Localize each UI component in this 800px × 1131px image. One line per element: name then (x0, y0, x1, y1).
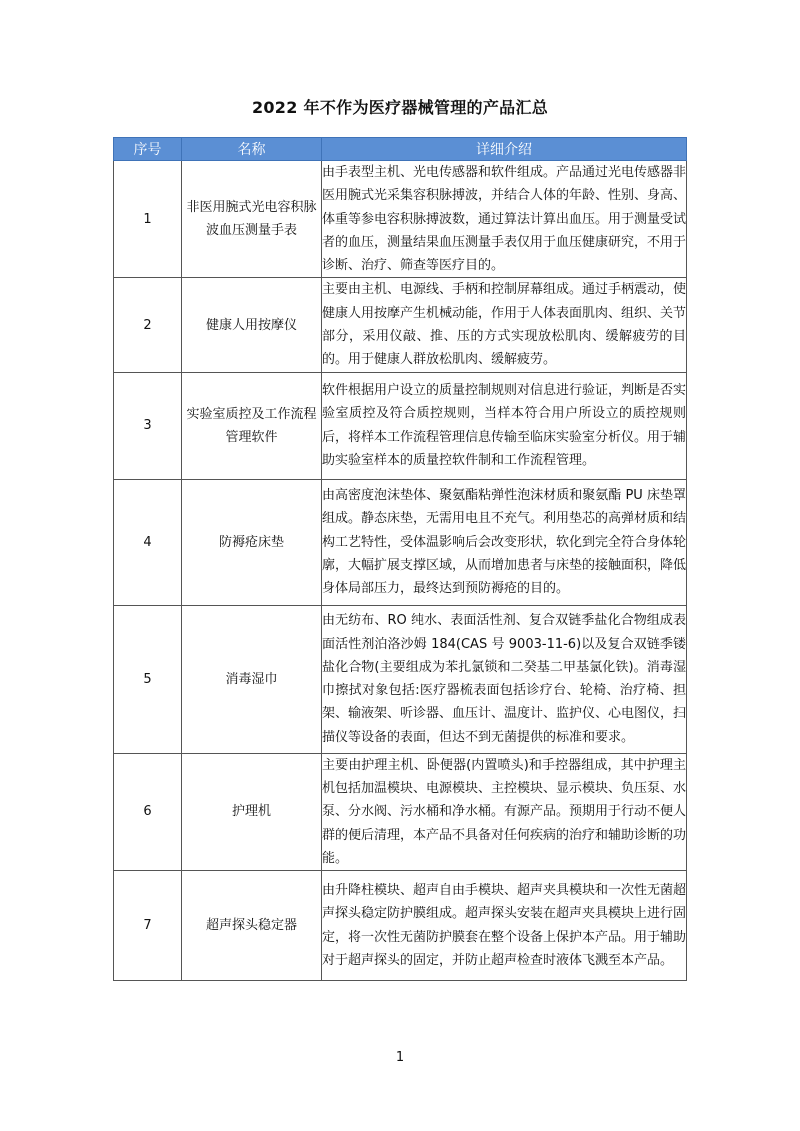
row-detail: 由无纺布、RO 纯水、表面活性剂、复合双链季盐化合物组成表面活性剂泊洛沙姆 184(CAS 号 9003-11-6)以及复合双链季镂盐化合物(主要组成为苯扎氯锁和二癸基二甲基氯化铁)。消毒湿巾擦拭对象包括:医疗器梳表面包括诊疗台、轮椅、治疗椅、担架、输液架、听诊器、血压计、温度计、监护仪、心电图仪，扫描仪等设备的表面，但达不到无菌提供的标准和要求。 (322, 605, 687, 753)
row-name: 护理机 (182, 753, 322, 870)
products-table (113, 137, 687, 981)
table-row (114, 753, 687, 870)
page-number: 1 (395, 1050, 405, 1065)
table-row (114, 372, 687, 479)
table-row (114, 605, 687, 753)
row-index: 6 (114, 753, 182, 870)
header-name: 名称 (182, 138, 322, 161)
header-detail: 详细介绍 (322, 138, 687, 161)
table-row (114, 871, 687, 981)
table-header-row (114, 138, 687, 161)
row-name: 实验室质控及工作流程管理软件 (182, 372, 322, 479)
row-detail: 由手表型主机、光电传感器和软件组成。产品通过光电传感器非医用腕式光采集容积脉搏波，并结合人体的年龄、性别、身高、体重等参电容积脉搏波数，通过算法计算出血压。用于测量受试者的血压，测量结果血压测量手表仅用于血压健康研究，不用于诊断、治疗、筛查等医疗目的。 (322, 161, 687, 278)
row-detail: 由升降柱模块、超声自由手模块、超声夹具模块和一次性无菌超声探头稳定防护膜组成。超声探头安装在超声夹具模块上进行固定，将一次性无菌防护膜套在整个设备上保护本产品。用于辅助对于超声探头的固定，并防止超声检查时液体飞溅至本产品。 (322, 871, 687, 981)
table-row (114, 479, 687, 605)
row-name: 健康人用按摩仪 (182, 278, 322, 372)
row-index: 2 (114, 278, 182, 372)
row-index: 4 (114, 479, 182, 605)
table-row (114, 278, 687, 372)
header-index: 序号 (114, 138, 182, 161)
row-index: 7 (114, 871, 182, 981)
row-detail: 主要由护理主机、卧便器(内置喷头)和手控器组成，其中护理主机包括加温模块、电源模块、主控模块、显示模块、负压泵、水泵、分水阀、污水桶和净水桶。有源产品。预期用于行动不便人群的便后清理，本产品不具备对任何疾病的治疗和辅助诊断的功能。 (322, 753, 687, 870)
row-name: 消毒湿巾 (182, 605, 322, 753)
row-index: 1 (114, 161, 182, 278)
row-name: 防褥疮床垫 (182, 479, 322, 605)
row-index: 5 (114, 605, 182, 753)
row-index: 3 (114, 372, 182, 479)
document-title: 2022 年不作为医疗器械管理的产品汇总 (251, 98, 549, 117)
row-detail: 由高密度泡沫垫体、聚氨酯粘弹性泡沫材质和聚氨酯 PU 床垫罩组成。静态床垫，无需用电且不充气。利用垫芯的高弹材质和结构工艺特性，受体温影响后会改变形状，软化到完全符合身体轮廓，大幅扩展支撑区域，从而增加患者与床垫的接触面积，降低身体局部压力，最终达到预防褥疮的目的。 (322, 479, 687, 605)
row-detail: 软件根据用户设立的质量控制规则对信息进行验证，判断是否实验室质控及符合质控规则，当样本符合用户所设立的质控规则后，将样本工作流程管理信息传输至临床实验室分析仪。用于辅助实验室样本的质量控软件制和工作流程管理。 (322, 372, 687, 479)
table-row (114, 161, 687, 278)
row-detail: 主要由主机、电源线、手柄和控制屏幕组成。通过手柄震动，使健康人用按摩产生机械动能，作用于人体表面肌肉、组织、关节部分，采用仪敲、推、压的方式实现放松肌肉、缓解疲劳的目的。用于健康人群放松肌肉、缓解疲劳。 (322, 278, 687, 372)
row-name: 超声探头稳定器 (182, 871, 322, 981)
row-name: 非医用腕式光电容积脉波血压测量手表 (182, 161, 322, 278)
